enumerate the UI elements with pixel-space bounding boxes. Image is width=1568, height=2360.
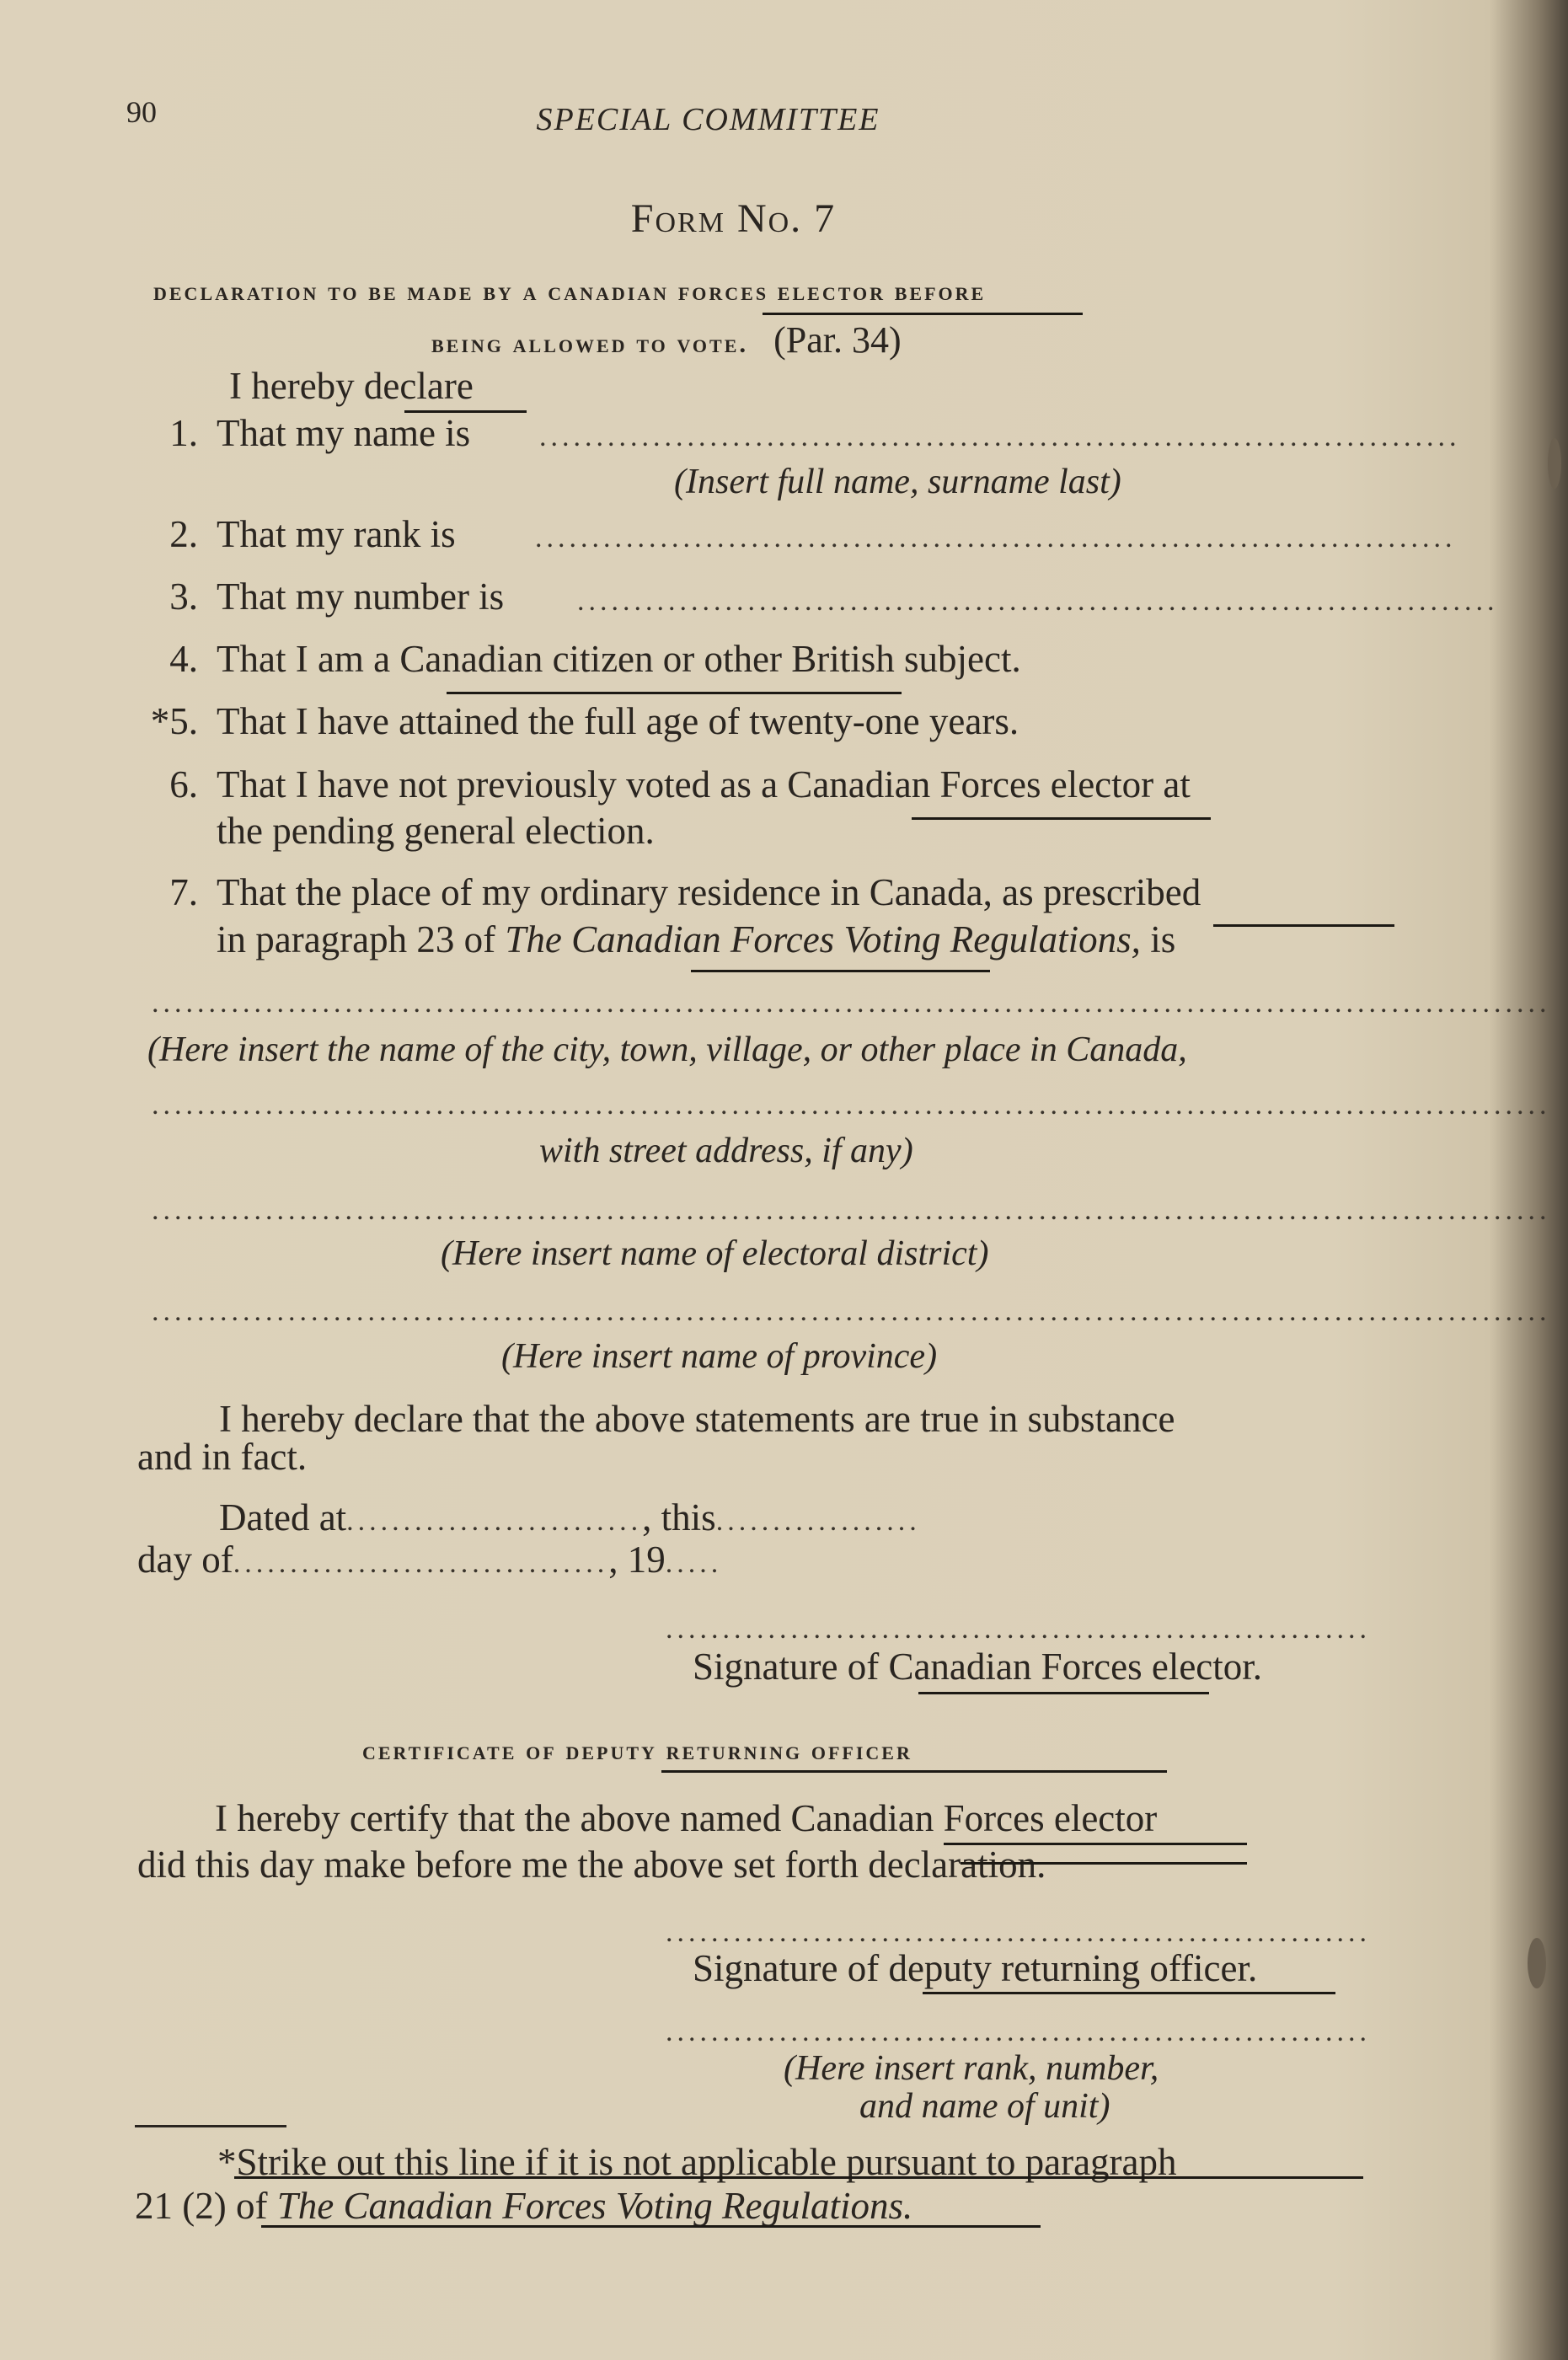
item-residence-cont (217, 918, 1175, 961)
item-number: *5. (150, 700, 198, 742)
dated-at-label: Dated at (219, 1496, 347, 1539)
month-blank[interactable]: ................................. (233, 1548, 609, 1579)
item-text: That my name is (217, 412, 471, 454)
hint-place: (Here insert the name of the city, town, village, or other place in Canada, (147, 1030, 1187, 1069)
hint-name: (Insert full name, surname last) (674, 463, 1121, 501)
declaration-line2: and in fact. (137, 1436, 308, 1478)
text-pre: in paragraph 23 of (217, 918, 506, 961)
underline-mark (691, 970, 990, 972)
hint-district: (Here insert name of electoral district) (441, 1234, 989, 1273)
elector-signature-line[interactable]: .............................................................. (666, 1613, 1371, 1645)
footnote-ref: 21 (2) of (135, 2185, 277, 2227)
underline-mark (923, 1992, 1335, 1994)
binding-stain (1528, 1938, 1546, 1988)
item-number: 6. (169, 763, 198, 805)
dated-at-line (219, 1496, 921, 1539)
certificate-line2: did this day make before me the above set forth declaration. (137, 1844, 1046, 1886)
paragraph-reference: (Par. 34) (773, 319, 902, 361)
underline-mark (918, 1692, 1209, 1694)
item-text: That I have attained the full age of twenty-one years. (217, 700, 1019, 742)
day-blank[interactable]: .................. (715, 1506, 921, 1537)
day-of-line (137, 1538, 722, 1581)
text-post: is (1140, 918, 1176, 961)
underline-mark (447, 692, 902, 694)
hint-rank-unit: (Here insert rank, number, (784, 2049, 1159, 2088)
running-head: SPECIAL COMMITTEE (536, 102, 880, 137)
day-of-label: day of (137, 1539, 233, 1581)
regulations-title: The Canadian Forces Voting Regulations, (505, 918, 1141, 961)
place-blank-line[interactable]: ........................................................................................................................... (152, 987, 1551, 1019)
hint-street: with street address, if any) (539, 1132, 913, 1170)
intro-text: I hereby declare (229, 365, 474, 407)
form-number: Form No. 7 (630, 196, 837, 241)
underline-mark (404, 410, 527, 413)
page-number: 90 (126, 95, 157, 129)
street-blank-line[interactable]: ........................................................................................................................... (152, 1089, 1551, 1121)
item-age (139, 699, 1019, 743)
province-blank-line[interactable]: ........................................................................................................................... (152, 1296, 1551, 1327)
item-not-voted (139, 763, 1191, 806)
underline-mark (261, 2225, 1041, 2228)
footnote-line1: *Strike out this line if it is not applicable pursuant to paragraph (217, 2141, 1177, 2183)
item-number: 3. (169, 575, 198, 618)
underline-mark (1213, 924, 1394, 927)
name-blank-line[interactable]: ................................................................................. (539, 421, 1461, 452)
item-name (139, 411, 470, 455)
dro-signature-label: Signature of deputy returning officer. (693, 1947, 1258, 1989)
number-blank-line[interactable]: ................................................................................. (577, 586, 1499, 617)
underline-mark (234, 2176, 1363, 2179)
underline-mark (944, 1843, 1247, 1845)
dro-signature-line[interactable]: .............................................................. (666, 1917, 1371, 1948)
form-title-line1: declaration to be made by a canadian forces elector before (153, 276, 987, 306)
item-number-field (139, 575, 504, 618)
footnote-regulations: The Canadian Forces Voting Regulations. (276, 2185, 913, 2227)
item-number: 7. (169, 871, 198, 913)
item-text: That my rank is (217, 513, 456, 555)
item-text: That I have not previously voted as a Canadian Forces elector at (217, 763, 1191, 805)
certificate-line1: I hereby certify that the above named Canadian Forces elector (215, 1797, 1158, 1839)
rank-blank-line[interactable]: ................................................................................. (535, 522, 1457, 554)
item-citizen (139, 637, 1021, 681)
underline-mark (661, 1770, 1167, 1773)
hint-province: (Here insert name of province) (501, 1337, 938, 1376)
dated-at-blank[interactable]: .......................... (346, 1506, 643, 1537)
underline-mark (912, 817, 1211, 820)
item-residence (139, 870, 1201, 914)
item-number: 2. (169, 513, 198, 555)
item-text: That I am a Canadian citizen or other British subject. (217, 638, 1021, 680)
item-text: That my number is (217, 575, 505, 618)
item-number: 4. (169, 638, 198, 680)
underline-mark (961, 1862, 1247, 1865)
district-blank-line[interactable]: ........................................................................................................................... (152, 1195, 1551, 1226)
form-title-line2 (431, 318, 902, 361)
declaration-line1: I hereby declare that the above statements are true in substance (219, 1398, 1175, 1440)
item-rank (139, 512, 456, 556)
item-number: 1. (169, 412, 198, 454)
underline-mark (763, 313, 1083, 315)
elector-signature-label: Signature of Canadian Forces elector. (693, 1646, 1263, 1688)
binding-stain (1548, 438, 1561, 489)
year-label: , 19 (608, 1539, 666, 1581)
rank-unit-line[interactable]: .............................................................. (666, 2016, 1371, 2047)
year-blank[interactable]: ..... (665, 1548, 723, 1579)
this-label: , this (642, 1496, 716, 1539)
certificate-heading: certificate of deputy returning officer (362, 1736, 912, 1765)
hint-unit-name: and name of unit) (859, 2087, 1110, 2126)
footnote-rule (135, 2125, 286, 2127)
footnote-line2 (135, 2184, 912, 2228)
item-not-voted-cont: the pending general election. (217, 810, 655, 852)
form-title-text: being allowed to vote. (431, 329, 749, 358)
item-text: That the place of my ordinary residence in Canada, as prescribed (217, 871, 1201, 913)
